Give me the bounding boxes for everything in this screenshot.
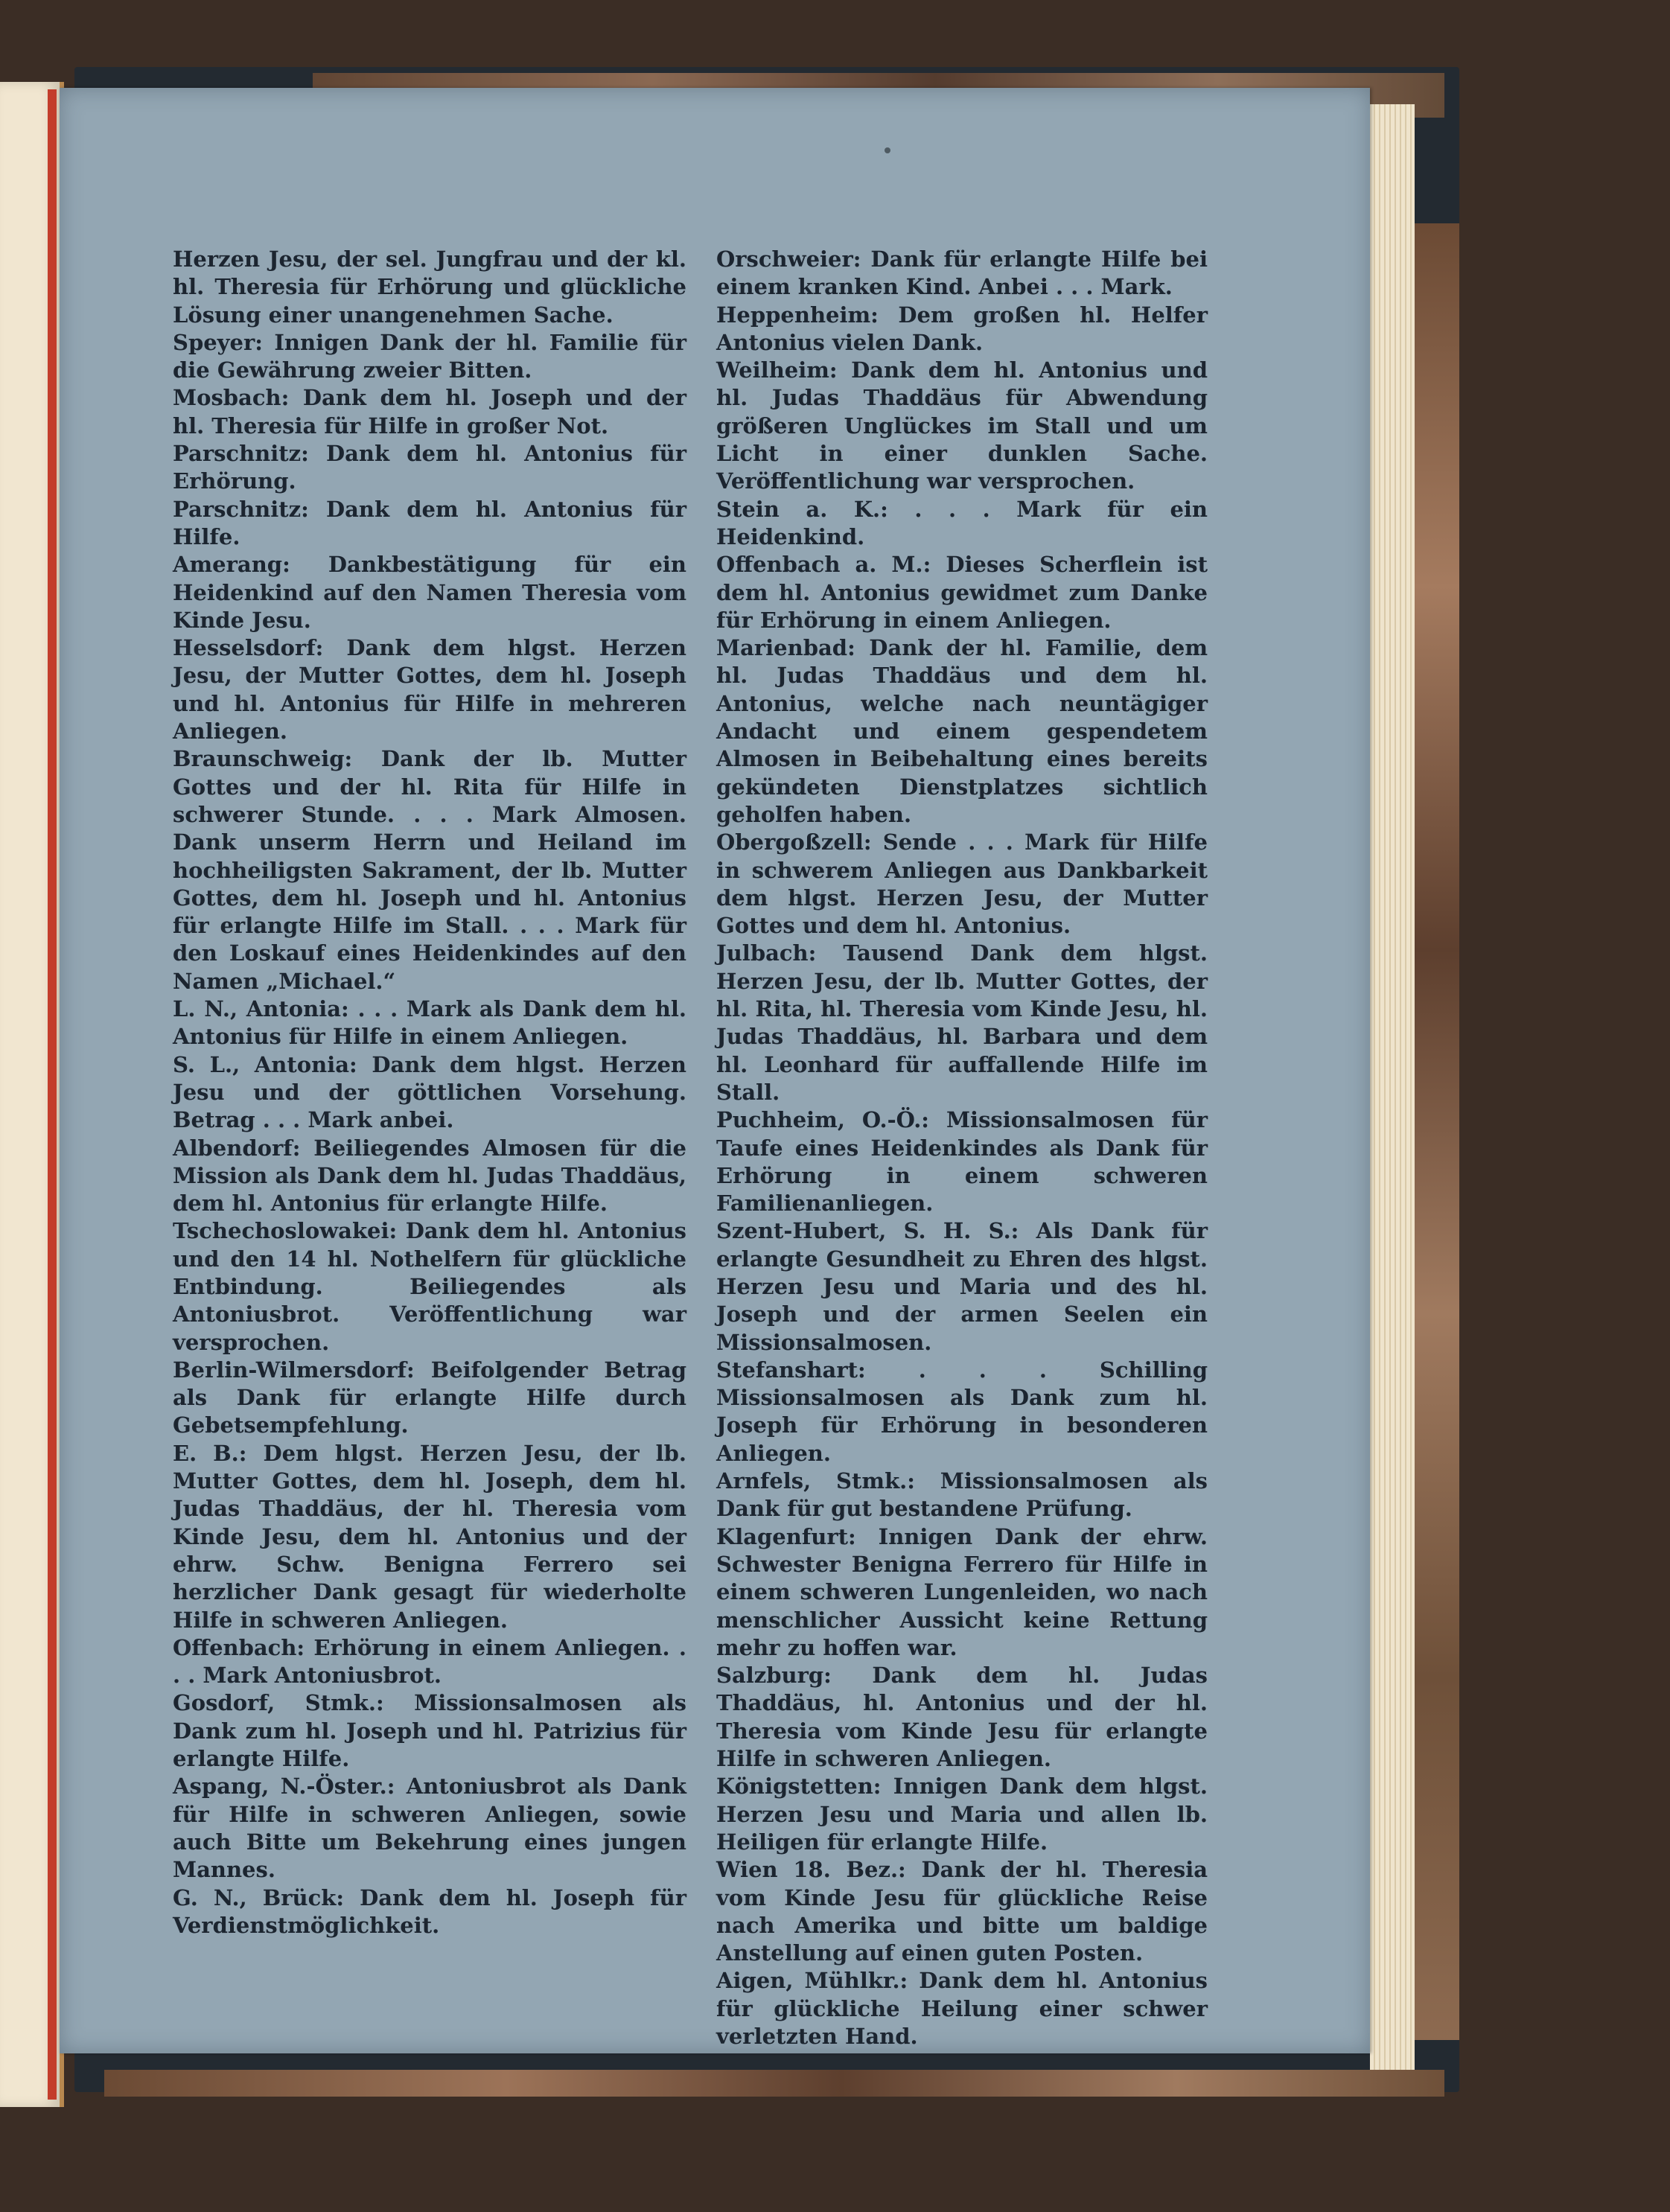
entry-paragraph: Weilheim: Dank dem hl. Antonius und hl. Judas Thaddäus für Abwendung größeren Unglückes im Stall und um Licht in einer dunklen Sache. Veröffentlichung war versprochen.	[716, 357, 1208, 494]
entry-paragraph: Puchheim, O.-Ö.: Missionsalmosen für Taufe eines Heidenkindes als Dank für Erhörung in einem schweren Familienanliegen.	[716, 1107, 1208, 1217]
marbled-edge-right	[1415, 223, 1459, 2040]
entry-paragraph: Berlin-Wilmersdorf: Beifolgender Betrag als Dank für erlangte Hilfe durch Gebetsempfehlung.	[173, 1357, 686, 1438]
red-binding-edge	[48, 89, 57, 2100]
entry-paragraph: Marienbad: Dank der hl. Familie, dem hl. Judas Thaddäus und dem hl. Antonius, welche nach neuntägiger Andacht und einem gespendetem Almosen in Beibehaltung eines bereits gekündeten Dienstplatzes sichtlich geholfen haben.	[716, 635, 1208, 827]
entry-paragraph: Arnfels, Stmk.: Missionsalmosen als Dank für gut bestandene Prüfung.	[716, 1468, 1208, 1522]
entry-paragraph: Salzburg: Dank dem hl. Judas Thaddäus, hl. Antonius und der hl. Theresia vom Kinde Jesu für erlangte Hilfe in schweren Anliegen.	[716, 1663, 1208, 1772]
left-text-column	[173, 246, 686, 1940]
entry-paragraph: Wien 18. Bez.: Dank der hl. Theresia vom Kinde Jesu für glückliche Reise nach Amerika und bitte um baldige Anstellung auf einen guten Posten.	[716, 1857, 1208, 1966]
entry-paragraph: Stefanshart: . . . Schilling Missionsalmosen als Dank zum hl. Joseph für Erhörung in besonderen Anliegen.	[716, 1357, 1208, 1466]
entry-paragraph: Parschnitz: Dank dem hl. Antonius für Hilfe.	[173, 496, 686, 549]
entry-paragraph: Offenbach a. M.: Dieses Scherflein ist dem hl. Antonius gewidmet zum Danke für Erhörung in einem Anliegen.	[716, 552, 1208, 633]
entry-paragraph: Mosbach: Dank dem hl. Joseph und der hl. Theresia für Hilfe in großer Not.	[173, 385, 686, 439]
entry-paragraph: Orschweier: Dank für erlangte Hilfe bei einem kranken Kind. Anbei . . . Mark.	[716, 246, 1208, 300]
marbled-edge-bottom	[104, 2070, 1444, 2097]
entry-paragraph: Parschnitz: Dank dem hl. Antonius für Erhörung.	[173, 441, 686, 494]
entry-paragraph: Heppenheim: Dem großen hl. Helfer Antonius vielen Dank.	[716, 302, 1208, 355]
entry-paragraph: Stein a. K.: . . . Mark für ein Heidenkind.	[716, 496, 1208, 549]
entry-paragraph: Braunschweig: Dank der lb. Mutter Gottes und der hl. Rita für Hilfe in schwerer Stunde. . . . Mark Almosen. Dank unserm Herrn und Heiland im hochheiligsten Sakrament, der lb. Mutter Gottes, dem hl. Joseph und hl. Antonius für erlangte Hilfe im Stall. . . . Mark für den Loskauf eines Heidenkindes auf den Namen „Michael.“	[173, 746, 686, 994]
entry-paragraph: Offenbach: Erhörung in einem Anliegen. . . . Mark Antoniusbrot.	[173, 1634, 686, 1689]
entry-paragraph: Hesselsdorf: Dank dem hlgst. Herzen Jesu, der Mutter Gottes, dem hl. Joseph und hl. Antonius für Hilfe in mehreren Anliegen.	[173, 635, 686, 745]
entry-paragraph: Tschechoslowakei: Dank dem hl. Antonius und den 14 hl. Nothelfern für glückliche Entbindung. Beiliegendes als Antoniusbrot. Veröffentlichung war versprochen.	[173, 1218, 686, 1355]
entry-paragraph: S. L., Antonia: Dank dem hlgst. Herzen Jesu und der göttlichen Vorsehung. Betrag . . . Mark anbei.	[173, 1051, 686, 1133]
entry-paragraph: E. B.: Dem hlgst. Herzen Jesu, der lb. Mutter Gottes, dem hl. Joseph, dem hl. Judas Thaddäus, der hl. Theresia vom Kinde Jesu, dem hl. Antonius und der ehrw. Schw. Benigna Ferrero sei herzlicher Dank gesagt für wiederholte Hilfe in schweren Anliegen.	[173, 1440, 686, 1633]
right-text-column	[716, 246, 1208, 2050]
entry-paragraph: Albendorf: Beiliegendes Almosen für die Mission als Dank dem hl. Judas Thaddäus, dem hl. Antonius für erlangte Hilfe.	[173, 1135, 686, 1217]
entry-paragraph: Gosdorf, Stmk.: Missionsalmosen als Dank zum hl. Joseph und hl. Patrizius für erlangte Hilfe.	[173, 1690, 686, 1772]
entry-paragraph: Obergoßzell: Sende . . . Mark für Hilfe in schwerem Anliegen aus Dankbarkeit dem hlgst. Herzen Jesu, der Mutter Gottes und dem hl. Antonius.	[716, 829, 1208, 939]
entry-paragraph: Aigen, Mühlkr.: Dank dem hl. Antonius für glückliche Heilung einer schwer verletzten Hand.	[716, 1968, 1208, 2049]
entry-paragraph: Julbach: Tausend Dank dem hlgst. Herzen Jesu, der lb. Mutter Gottes, der hl. Rita, hl. Theresia vom Kinde Jesu, hl. Judas Thaddäus, hl. Barbara und dem hl. Leonhard für auffallende Hilfe im Stall.	[716, 940, 1208, 1105]
entry-paragraph: L. N., Antonia: . . . Mark als Dank dem hl. Antonius für Hilfe in einem Anliegen.	[173, 996, 686, 1050]
page-stack-edges	[1370, 104, 1415, 2070]
entry-paragraph: Aspang, N.-Öster.: Antoniusbrot als Dank für Hilfe in schweren Anliegen, sowie auch Bitte um Bekehrung eines jungen Mannes.	[173, 1773, 686, 1883]
entry-paragraph: G. N., Brück: Dank dem hl. Joseph für Verdienstmöglichkeit.	[173, 1884, 686, 1938]
entry-paragraph: Szent-Hubert, S. H. S.: Als Dank für erlangte Gesundheit zu Ehren des hlgst. Herzen Jesu und Maria und des hl. Joseph und der armen Seelen ein Missionsalmosen.	[716, 1218, 1208, 1355]
entry-paragraph: Königstetten: Innigen Dank dem hlgst. Herzen Jesu und Maria und allen lb. Heiligen für erlangte Hilfe.	[716, 1773, 1208, 1855]
entry-paragraph: Herzen Jesu, der sel. Jungfrau und der kl. hl. Theresia für Erhörung und glückliche Lösung einer unangenehmen Sache.	[173, 246, 686, 328]
page-mark	[885, 147, 890, 153]
entry-paragraph: Klagenfurt: Innigen Dank der ehrw. Schwester Benigna Ferrero für Hilfe in einem schweren Lungenleiden, wo nach menschlicher Aussicht keine Rettung mehr zu hoffen war.	[716, 1523, 1208, 1660]
entry-paragraph: Speyer: Innigen Dank der hl. Familie für die Gewährung zweier Bitten.	[173, 329, 686, 383]
entry-paragraph: Amerang: Dankbestätigung für ein Heidenkind auf den Namen Theresia vom Kinde Jesu.	[173, 552, 686, 633]
